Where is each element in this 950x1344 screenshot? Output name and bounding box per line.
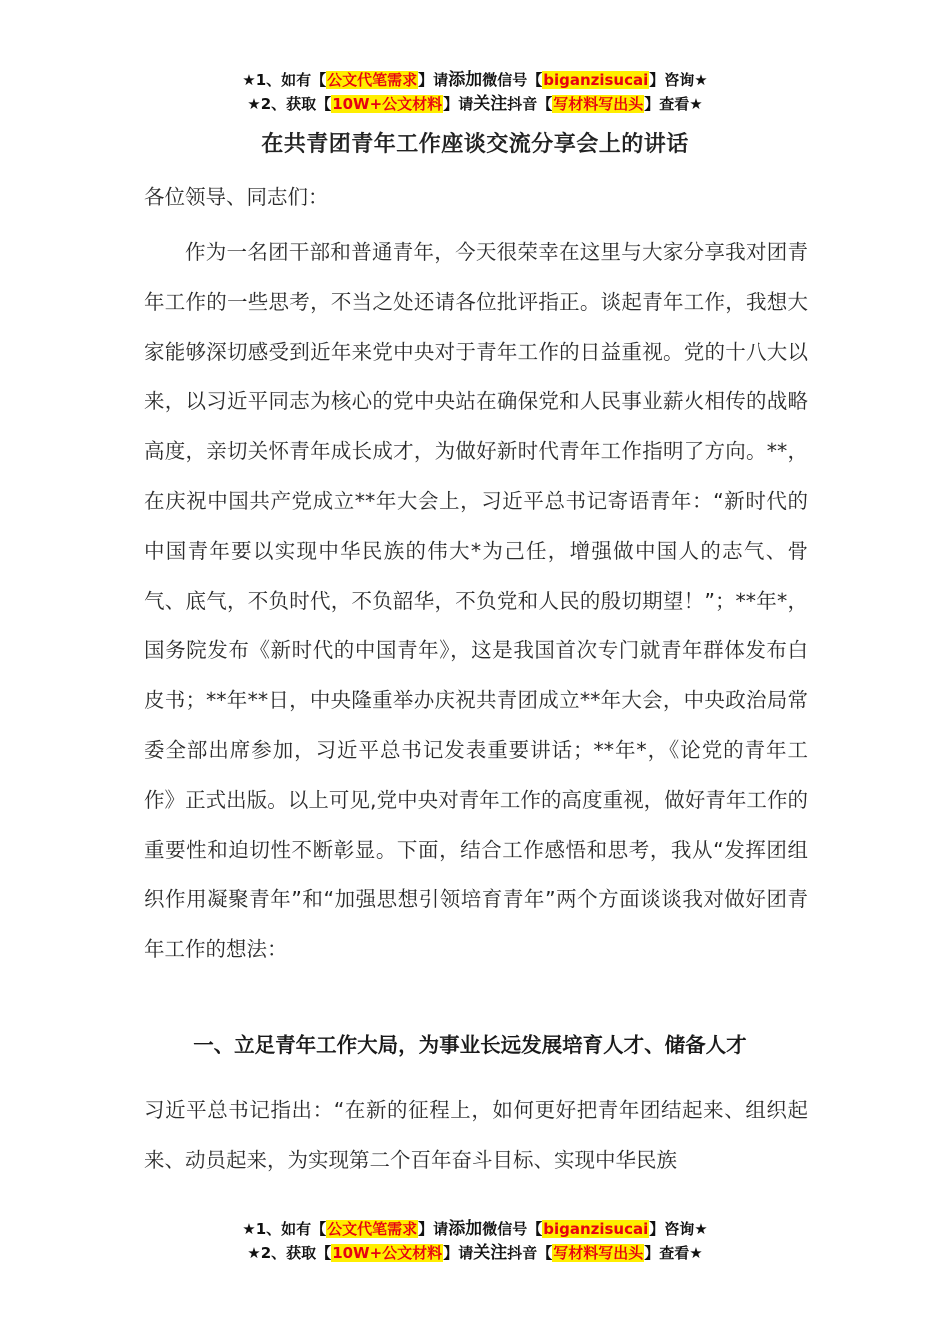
notice-line-1: ★1、如有【公文代笔需求】请添加微信号【biganzisucai】咨询★ (242, 70, 708, 90)
footer-highlight-douyin-account: 写材料写出头 (553, 1244, 644, 1262)
footer-notice (0, 1217, 950, 1265)
section-heading-1: 一、立足青年工作大局，为事业长远发展培育人才、储备人才 (193, 1033, 747, 1057)
highlight-douyin-account: 写材料写出头 (553, 95, 644, 113)
highlight-service: 公文代笔需求 (327, 71, 418, 89)
header-notice (0, 68, 950, 116)
highlight-wechat-id: biganzisucai (543, 71, 649, 89)
body-paragraph-2: 习近平总书记指出：“在新的征程上，如何更好把青年团结起来、组织起来、动员起来，为实现第二个百年奋斗目标、实现中华民族 (144, 1098, 808, 1172)
notice-line-2: ★2、获取【10W+公文材料】请关注抖音【写材料写出头】查看★ (247, 94, 703, 114)
document-title: 在共青团青年工作座谈交流分享会上的讲话 (261, 132, 689, 157)
footer-highlight-service: 公文代笔需求 (327, 1220, 418, 1238)
highlight-materials: 10W+公文材料 (332, 95, 443, 113)
footer-highlight-wechat-id: biganzisucai (543, 1220, 649, 1238)
body-paragraph-1: 作为一名团干部和普通青年，今天很荣幸在这里与大家分享我对团青年工作的一些思考，不当之处还请各位批评指正。谈起青年工作，我想大家能够深切感受到近年来党中央对于青年工作的日益重视。党的十八大以来，以习近平同志为核心的党中央站在确保党和人民事业薪火相传的战略高度，亲切关怀青年成长成才，为做好新时代青年工作指明了方向。**，在庆祝中国共产党成立**年大会上，习近平总书记寄语青年：“新时代的中国青年要以实现中华民族的伟大*为己任，增强做中国人的志气、骨气、底气，不负时代，不负韶华，不负党和人民的殷切期望！”；**年*，国务院发布《新时代的中国青年》，这是我国首次专门就青年群体发布白皮书；**年**日，中央隆重举办庆祝共青团成立**年大会，中央政治局常委全部出席参加，习近平总书记发表重要讲话；**年*，《论党的青年工作》正式出版。以上可见,党中央对青年工作的高度重视，做好青年工作的重要性和迫切性不断彰显。下面，结合工作感悟和思考，我从“发挥团组织作用凝聚青年”和“加强思想引领培育青年”两个方面谈谈我对做好团青年工作的想法： (144, 240, 808, 962)
footer-highlight-materials: 10W+公文材料 (332, 1244, 443, 1262)
footer-notice-line-1: ★1、如有【公文代笔需求】请添加微信号【biganzisucai】咨询★ (242, 1219, 708, 1239)
greeting: 各位领导、同志们： (144, 185, 329, 209)
footer-notice-line-2: ★2、获取【10W+公文材料】请关注抖音【写材料写出头】查看★ (247, 1243, 703, 1263)
